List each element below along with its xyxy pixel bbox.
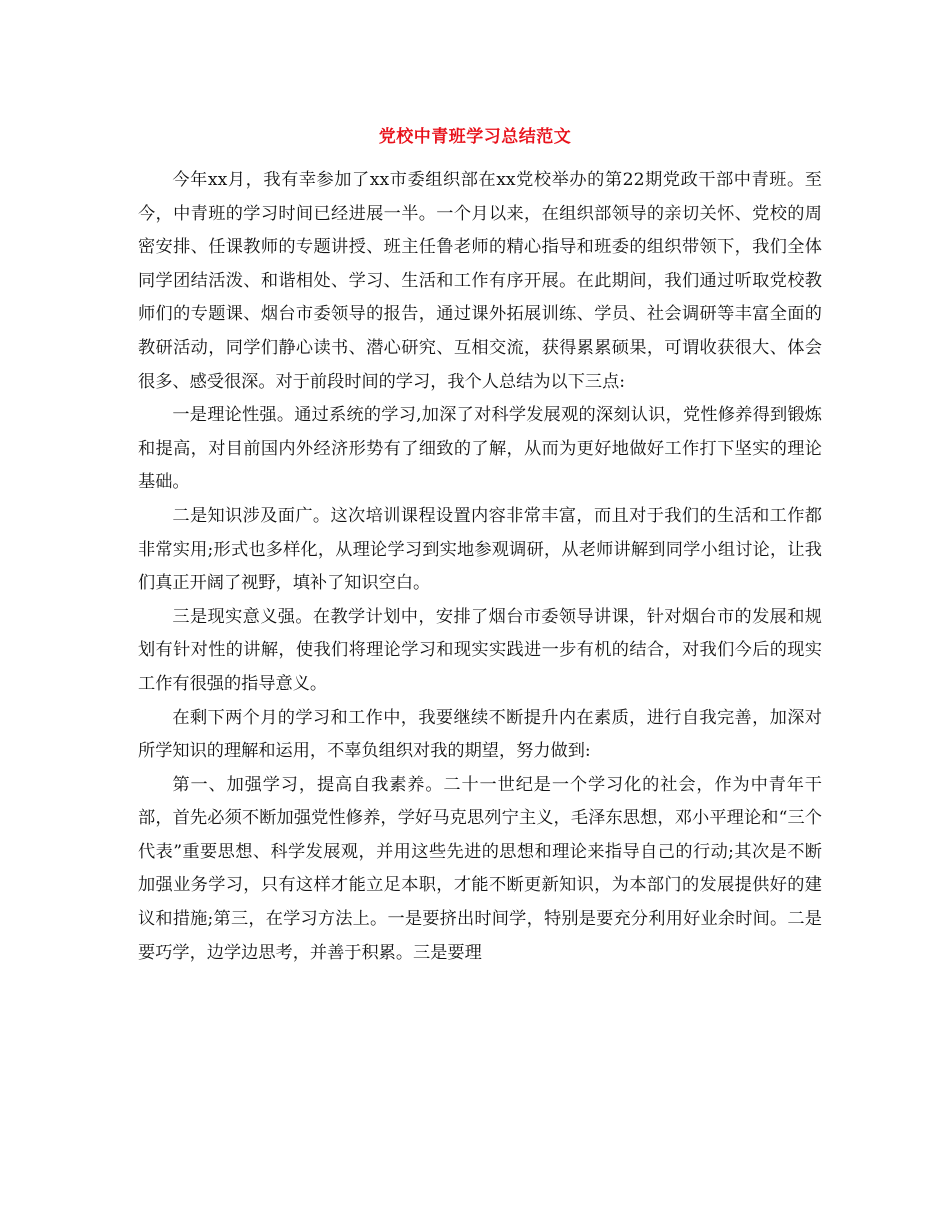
- paragraph-point-2: 二是知识涉及面广。这次培训课程设置内容非常丰富，而且对于我们的生活和工作都非常实用;形式也多样化，从理论学习到实地参观调研，从老师讲解到同学小组讨论，让我们真正开阔了视野，填补了知识空白。: [138, 505, 822, 594]
- paragraph-point-1: 一是理论性强。通过系统的学习,加深了对科学发展观的深刻认识，党性修养得到锻炼和提高，对目前国内外经济形势有了细致的了解，从而为更好地做好工作打下坚实的理论基础。: [138, 405, 822, 493]
- paragraph-plan: 在剩下两个月的学习和工作中，我要继续不断提升内在素质，进行自我完善，加深对所学知识的理解和运用，不辜负组织对我的期望，努力做到:: [138, 707, 822, 762]
- document-body: [138, 164, 822, 970]
- document-title: 党校中青班学习总结范文: [378, 127, 572, 147]
- paragraph-intro: 今年xx月，我有幸参加了xx市委组织部在xx党校举办的第22期党政干部中青班。至今，中青班的学习时间已经进展一半。一个月以来，在组织部领导的亲切关怀、党校的周密安排、任课教师的专题讲授、班主任鲁老师的精心指导和班委的组织带领下，我们全体同学团结活泼、和谐相处、学习、生活和工作有序开展。在此期间，我们通过听取党校教师们的专题课、烟台市委领导的报告，通过课外拓展训练、学员、社会调研等丰富全面的教研活动，同学们静心读书、潜心研究、互相交流，获得累累硕果，可谓收获很大、体会很多、感受很深。对于前段时间的学习，我个人总结为以下三点:: [138, 170, 822, 392]
- paragraph-first-goal: 第一、加强学习，提高自我素养。二十一世纪是一个学习化的社会，作为中青年干部，首先必须不断加强党性修养，学好马克思列宁主义，毛泽东思想，邓小平理论和“三个代表”重要思想、科学发展观，并用这些先进的思想和理论来指导自己的行动;其次是不断加强业务学习，只有这样才能立足本职，才能不断更新知识，为本部门的发展提供好的建议和措施;第三，在学习方法上。一是要挤出时间学，特别是要充分利用好业余时间。二是要巧学，边学边思考，并善于积累。三是要理: [138, 774, 822, 963]
- paragraph-point-3: 三是现实意义强。在教学计划中，安排了烟台市委领导讲课，针对烟台市的发展和规划有针对性的讲解，使我们将理论学习和现实实践进一步有机的结合，对我们今后的现实工作有很强的指导意义。: [138, 606, 822, 694]
